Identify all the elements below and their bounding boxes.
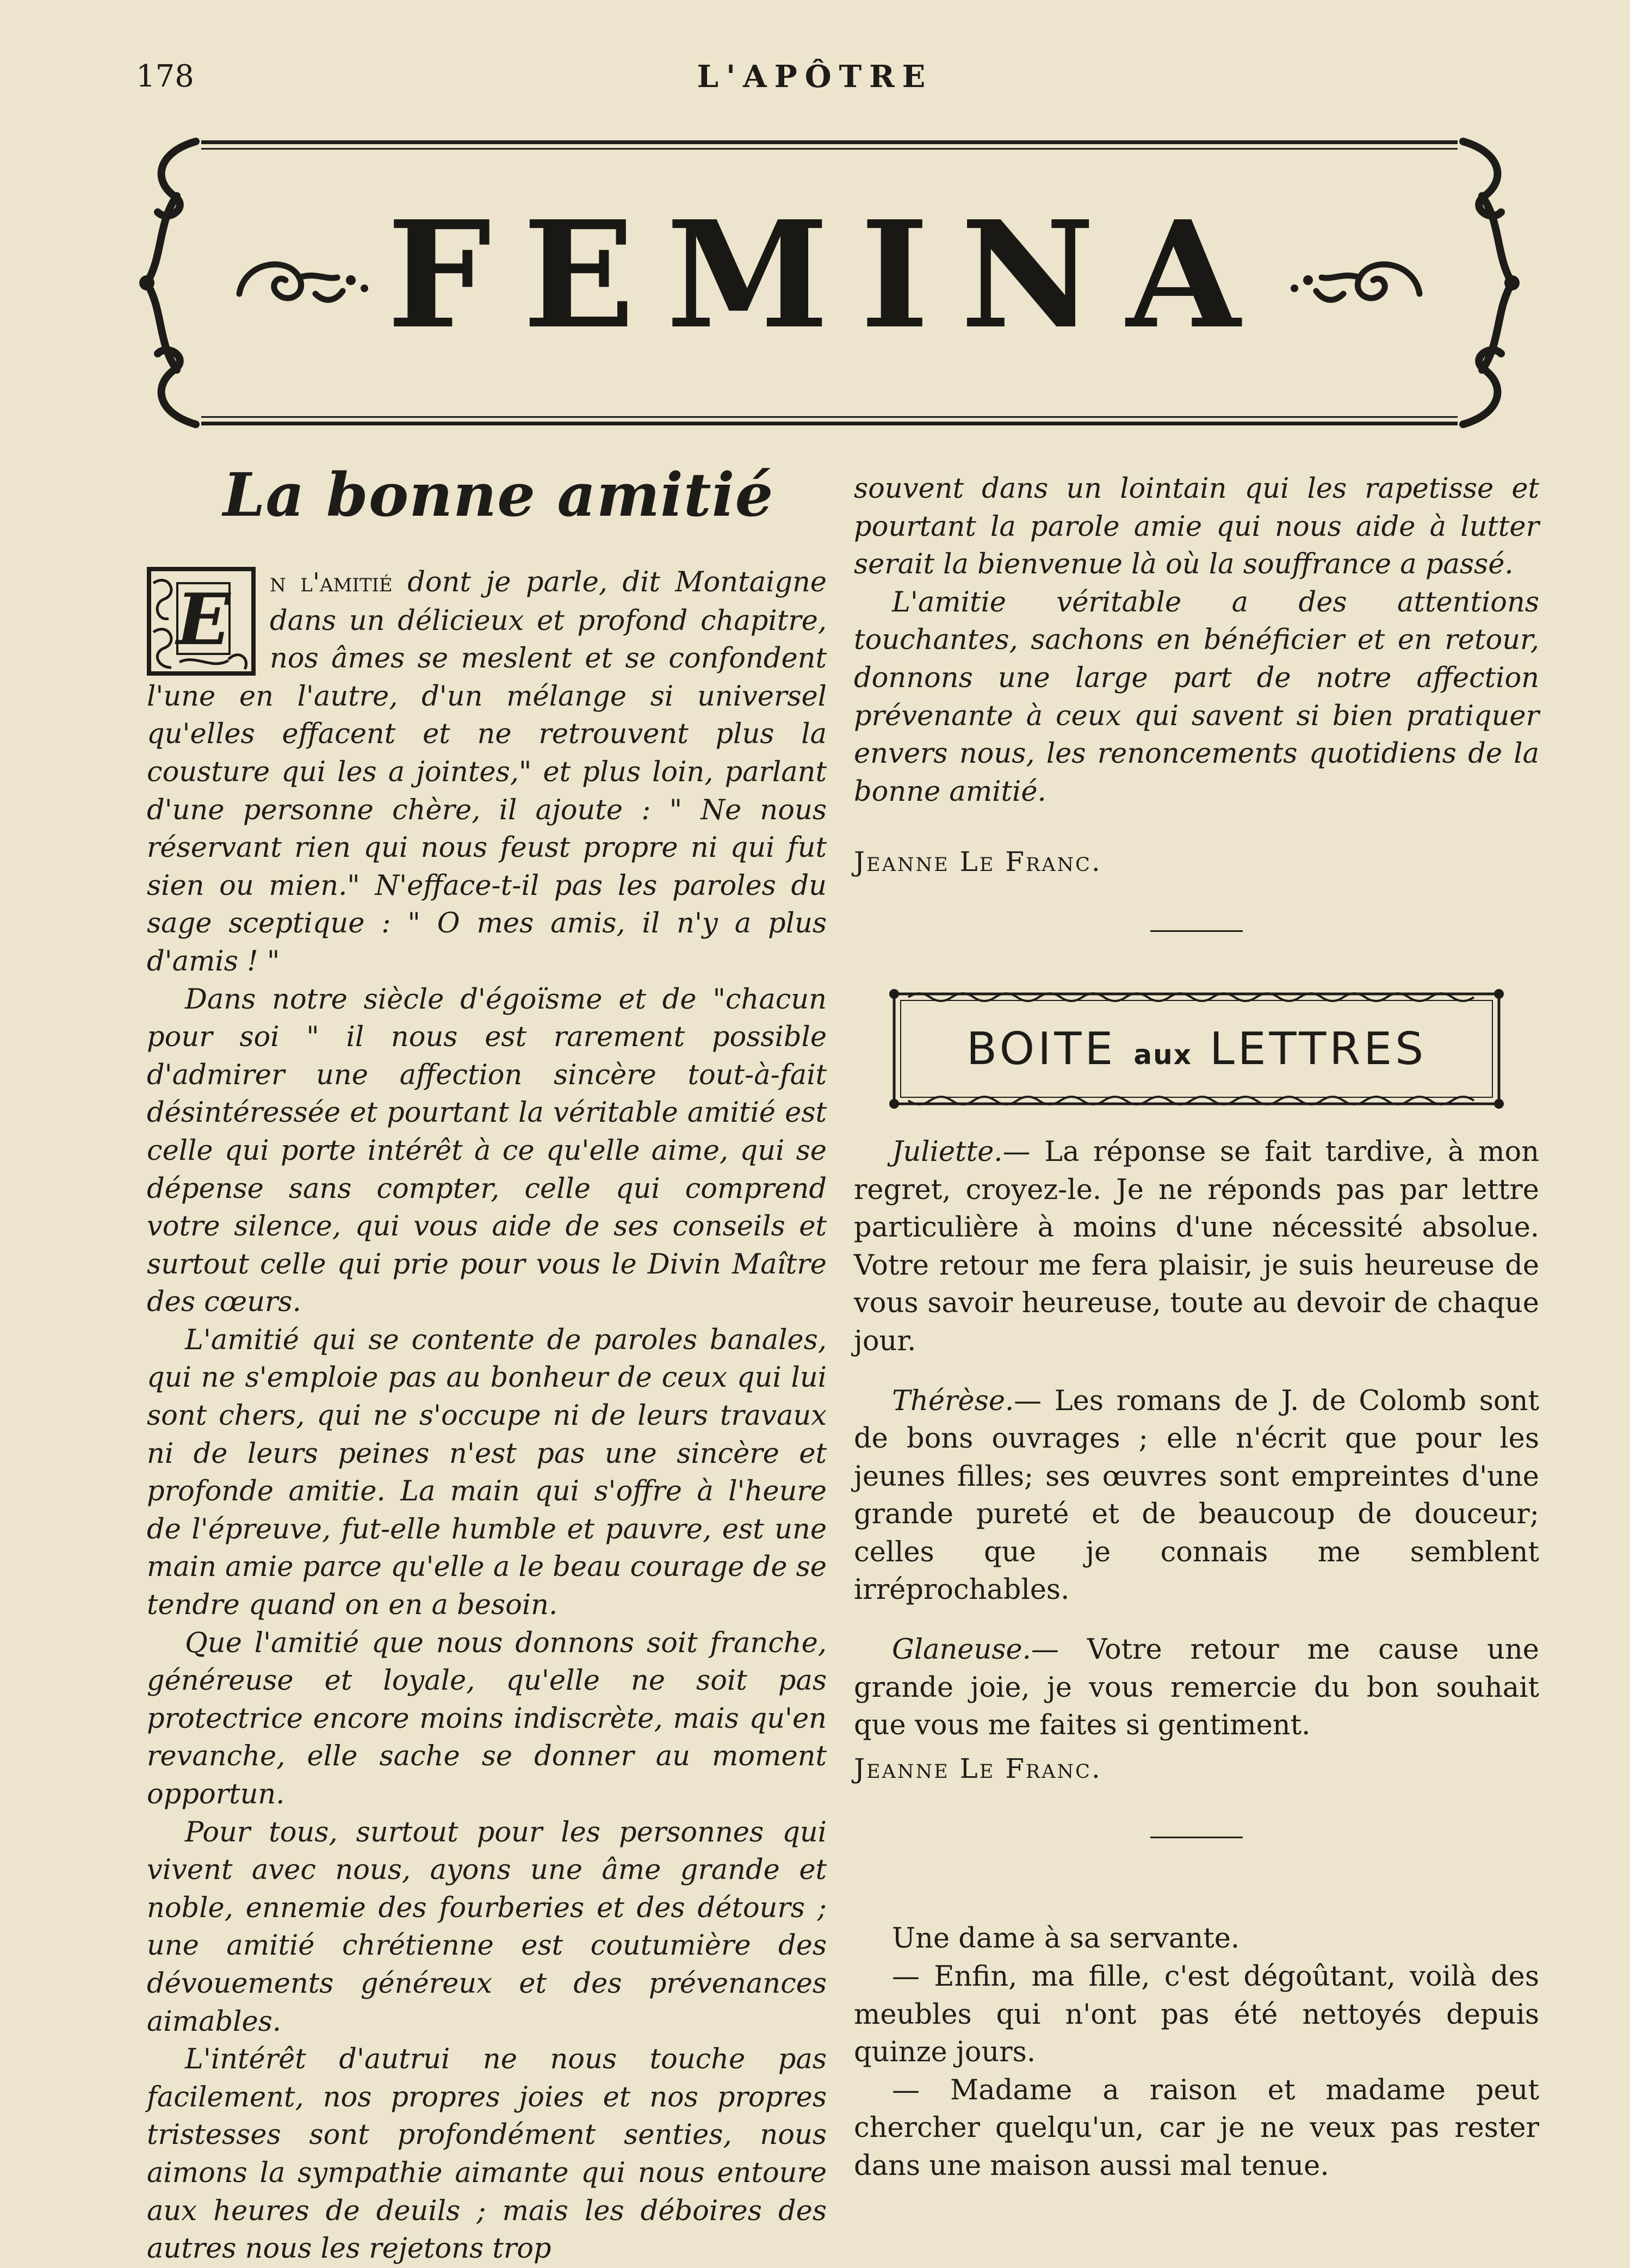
dropcap-ornament <box>147 567 256 676</box>
article-paragraph-6-continued: souvent dans un lointain qui les rapetisse et pourtant la parole amie qui nous aide à lutter serait la bienvenue là où la souffrance a passé. <box>854 473 1539 581</box>
letter-box-title-aux: aux <box>1133 1039 1192 1071</box>
dropcap-letter: E <box>176 578 231 661</box>
article-paragraph-1 <box>147 564 827 981</box>
reply-therese <box>854 1382 1539 1610</box>
article-paragraph-7: L'amitie véritable a des attentions touchantes, sachons en bénéficier et en retour, donnons une large part de notre affection prévenante à ceux qui savent si bien pratiquer envers nous, les renoncements quotidiens de la bonne amitié. <box>854 586 1539 808</box>
reply-glaneuse-name: Glaneuse. <box>892 1634 1031 1666</box>
dropcap-smallcaps: n l'amitié <box>270 567 393 598</box>
anecdote-line-3: — Madame a raison et madame peut chercher quelqu'un, car je ne veux pas rester dans une maison aussi mal tenue. <box>854 2074 1539 2182</box>
running-title: L'APÔTRE <box>697 59 933 95</box>
letter-box-title <box>887 1022 1507 1082</box>
section-divider-2 <box>1150 1837 1243 1838</box>
banner-title: FEMINA <box>387 188 1272 361</box>
article-paragraph-1-text: dont je parle, dit Montaigne dans un délicieux et profond chapitre, nos âmes se meslent et se confondent l'une en l'autre, d'un mélange si universel qu'elles effacent et ne retrouvent plus la cousture qui les a jointes," et plus loin, parlant d'une personne chère, il ajoute : " Ne nous réservant rien qui nous feust propre ni qui fut sien ou mien." N'efface-t-il pas les paroles du sage sceptique : " O mes amis, il n'y a plus d'amis ! " <box>147 566 827 978</box>
article-paragraph-5: Pour tous, surtout pour les personnes qui vivent avec nous, ayons une âme grande et noble, ennemie des fourberies et des détours ; une amitié chrétienne est coutumière des dévouements généreux et des prévenances aimables. <box>147 1816 827 2038</box>
reply-therese-text: — Les romans de J. de Colomb sont de bons ouvrages ; elle n'écrit que pour les jeunes filles; ses œuvres sont empreintes d'une grande pureté et de beaucoup de douceur; celles que je connais me semblent irréprochables. <box>854 1385 1539 1606</box>
reply-glaneuse-text: — Votre retour me cause une grande joie, je vous remercie du bon souhait que vous me faites si gentiment. <box>854 1634 1539 1742</box>
letters-signature: Jeanne Le Franc. <box>854 1752 1102 1784</box>
page-header <box>0 59 1630 102</box>
reply-juliette <box>854 1133 1539 1361</box>
reply-juliette-name: Juliette. <box>892 1135 1003 1168</box>
reply-therese-name: Thérèse. <box>892 1385 1014 1417</box>
article-paragraph-6: L'intérêt d'autrui ne nous touche pas facilement, nos propres joies et nos propres tristesses sont profondément senties, nous aimons la sympathie aimante qui nous entoure aux heures de deuils ; mais les déboires des autres nous les rejetons trop <box>147 2043 827 2265</box>
letter-box-heading <box>887 986 1507 1111</box>
article-paragraph-4: Que l'amitié que nous donnons soit franche, généreuse et loyale, qu'elle ne soit pas protectrice encore moins indiscrète, mais qu'en revanche, elle sache se donner au moment opportun. <box>147 1627 827 1810</box>
right-column <box>854 470 1539 2185</box>
article-signature: Jeanne Le Franc. <box>854 846 1102 878</box>
letter-box-title-lettres: LETTRES <box>1210 1023 1427 1075</box>
article-paragraph-2: Dans notre siècle d'égoïsme et de "chacun pour soi " il nous est rarement possible d'admirer une affection sincère tout-à-fait désintéressée et pourtant la véritable amitié est celle qui porte intérêt à ce qu'elle aime, qui se dépense sans compter, celle qui comprend votre silence, qui vous aide de ses conseils et surtout celle qui prie pour vous le Divin Maître des cœurs. <box>147 983 827 1319</box>
reply-glaneuse <box>854 1631 1539 1745</box>
femina-banner <box>136 131 1523 435</box>
anecdote-line-1: Une dame à sa servante. <box>892 1923 1240 1955</box>
letter-box-title-boite: BOITE <box>966 1023 1117 1075</box>
reply-juliette-text: — La réponse se fait tardive, à mon regret, croyez-le. Je ne réponds pas par lettre particulière à moins d'une nécessité absolue. Votre retour me fera plaisir, je suis heureuse de vous savoir heureuse, toute au devoir de chaque jour. <box>854 1135 1539 1357</box>
article-left-column <box>147 457 827 2268</box>
article-title: La bonne amitié <box>223 460 774 530</box>
section-divider <box>1150 930 1243 932</box>
article-paragraph-3: L'amitié qui se contente de paroles banales, qui ne s'emploie pas au bonheur de ceux qui lui sont chers, qui ne s'occupe ni de leurs travaux ni de leurs peines n'est pas une sincère et profonde amitie. La main qui s'offre à l'heure de l'épreuve, fut-elle humble et pauvre, est une main amie parce qu'elle a le beau courage de se tendre quand on en a besoin. <box>147 1324 827 1622</box>
page-number: 178 <box>136 59 194 94</box>
anecdote-line-2: — Enfin, ma fille, c'est dégoûtant, voilà des meubles qui n'ont pas été nettoyés depuis quinze jours. <box>854 1961 1539 2069</box>
